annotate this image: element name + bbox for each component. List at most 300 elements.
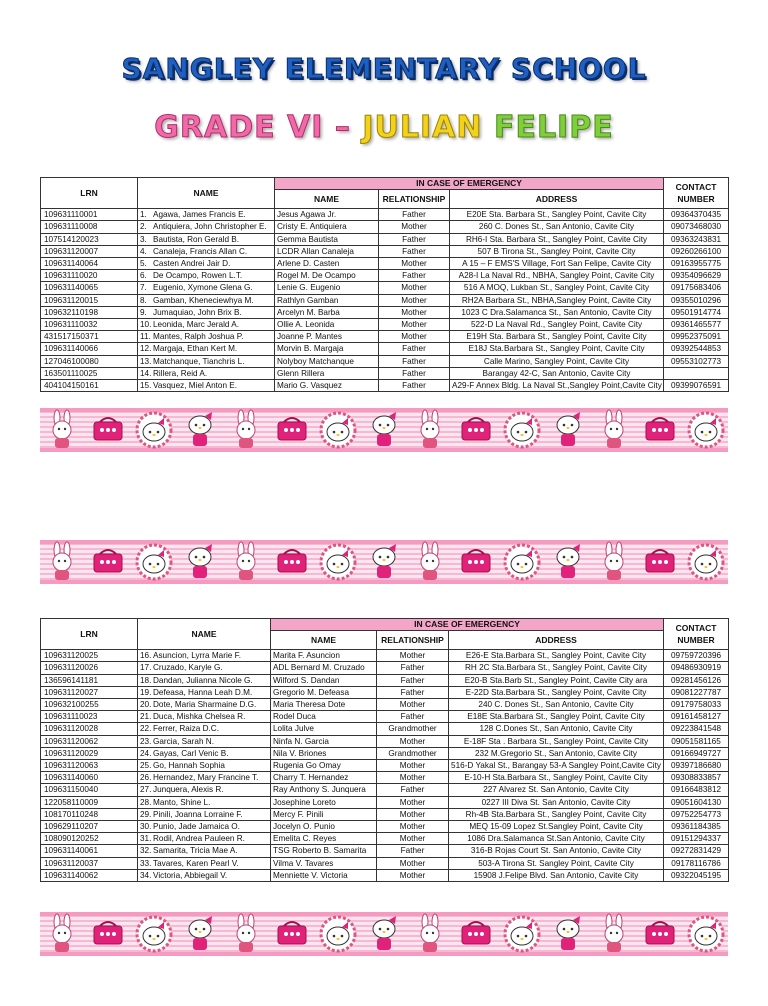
student-number: 16. <box>140 651 152 661</box>
lrn-cell: 404104150161 <box>41 380 138 392</box>
student-name-cell <box>138 784 271 796</box>
table-row <box>41 808 729 820</box>
contact-number-cell: 09759720396 <box>664 650 729 662</box>
address-cell: 516 A MOQ, Lukban St., Sangley Point, Cavite City <box>450 282 664 294</box>
contact-number-cell: 09364370435 <box>664 209 729 221</box>
student-name: Mantes, Ralph Joshua P. <box>153 332 244 342</box>
kitty-full-icon <box>373 544 396 578</box>
lrn-cell: 109629110207 <box>41 821 138 833</box>
lrn-cell: 109631110023 <box>41 711 138 723</box>
kitty-full-icon <box>189 544 212 578</box>
student-name-cell <box>138 796 271 808</box>
address-cell: A29-F Annex Bldg. La Naval St.,Sangley Point,Cavite City <box>450 380 664 392</box>
contact-number-cell: 09308833857 <box>664 772 729 784</box>
student-name-cell <box>138 343 275 355</box>
relationship-cell: Father <box>379 209 450 221</box>
purse-icon <box>462 922 490 944</box>
contact-name-header: NAME <box>271 631 377 650</box>
student-name: Rodil, Andrea Pauleen R. <box>153 834 245 844</box>
address-cell: Rh-4B Sta.Barbara St., Sangley Point, Cavite City <box>449 808 664 820</box>
address-cell: E-10-H Sta.Barbara St., Sangley Point, Cavite City <box>449 772 664 784</box>
contact-number-cell: 09272831429 <box>664 845 729 857</box>
relationship-cell: Father <box>377 711 449 723</box>
student-number: 22. <box>140 724 152 734</box>
relationship-cell: Mother <box>379 294 450 306</box>
contact-name-cell: Ray Anthony S. Junquera <box>271 784 377 796</box>
student-name-cell <box>138 209 275 221</box>
student-name: Garcia, Sarah N. <box>153 736 214 746</box>
address-cell: E-18F Sta . Barbara St., Sangley Point, Cavite City <box>449 735 664 747</box>
student-name-cell <box>138 869 271 881</box>
lrn-cell: 109631110020 <box>41 270 138 282</box>
student-name: Junquera, Alexis R. <box>153 785 224 795</box>
table-row <box>41 355 729 367</box>
student-name: Dandan, Julianna Nicole G. <box>153 675 253 685</box>
lrn-cell: 109631140062 <box>41 869 138 881</box>
table-row <box>41 380 729 392</box>
kitty-face-icon <box>689 413 723 447</box>
contact-number-cell: 09051604130 <box>664 796 729 808</box>
ribbon-motifs <box>40 912 728 956</box>
contact-name-cell: Menniette V. Victoria <box>271 869 377 881</box>
student-name: Canaleja, Francis Allan C. <box>153 246 248 256</box>
student-name: Pinili, Joanna Lorraine F. <box>153 809 243 819</box>
contact-number-cell <box>664 367 729 379</box>
contact-name-cell: Marita F. Asuncion <box>271 650 377 662</box>
student-name-cell <box>138 355 275 367</box>
contact-number-cell: 09178116786 <box>664 857 729 869</box>
student-number: 12. <box>140 344 152 354</box>
address-cell: A 15 – F EMS'S Village, Fort San Felipe, Cavite City <box>450 258 664 270</box>
relationship-cell: Mother <box>379 319 450 331</box>
student-name: Cruzado, Karyle G. <box>153 663 223 673</box>
table-row <box>41 674 729 686</box>
student-name-cell <box>138 258 275 270</box>
bunny-icon <box>237 914 255 952</box>
student-name-cell <box>138 747 271 759</box>
student-number: 5. <box>140 259 147 269</box>
lrn-cell: 109631140061 <box>41 845 138 857</box>
class-title <box>0 110 768 145</box>
relationship-cell: Father <box>379 343 450 355</box>
student-name: Vasquez, Miel Anton E. <box>153 381 238 391</box>
kitty-full-icon <box>373 916 396 950</box>
lrn-cell: 109631110001 <box>41 209 138 221</box>
table-row <box>41 270 729 282</box>
student-number: 6. <box>140 271 147 281</box>
lrn-cell: 109631120007 <box>41 245 138 257</box>
kitty-face-icon <box>137 917 171 951</box>
purse-icon <box>94 550 122 572</box>
kitty-face-icon <box>689 545 723 579</box>
contact-number-cell: 09361184385 <box>664 821 729 833</box>
lrn-cell: 109631140060 <box>41 772 138 784</box>
contact-name-cell: LCDR Allan Canaleja <box>275 245 379 257</box>
contact-number-cell: 09161458127 <box>664 711 729 723</box>
table-row <box>41 319 729 331</box>
student-name-cell <box>138 233 275 245</box>
contact-name-cell: Charry T. Hernandez <box>271 772 377 784</box>
student-name-cell <box>138 760 271 772</box>
student-name: Go, Hannah Sophia <box>153 761 225 771</box>
address-cell: 503-A Tirona St. Sangley Point, Cavite City <box>449 857 664 869</box>
contact-number-cell: 09952375091 <box>664 331 729 343</box>
contact-name-cell: TSG Roberto B. Samarita <box>271 845 377 857</box>
address-header: ADDRESS <box>450 190 664 209</box>
hello-kitty-ribbon-3 <box>40 912 728 956</box>
contact-number-cell: 09354096629 <box>664 270 729 282</box>
contact-name-cell: Rogel M. De Ocampo <box>275 270 379 282</box>
address-cell: 516-D Yakal St., Barangay 53-A Sangley Point,Cavite City <box>449 760 664 772</box>
address-cell: 260 C. Dones St., San Antonio, Cavite City <box>450 221 664 233</box>
ribbon-motifs <box>40 540 728 584</box>
contact-number-header: CONTACT NUMBER <box>664 619 729 650</box>
kitty-face-icon <box>137 545 171 579</box>
purse-icon <box>462 550 490 572</box>
purse-icon <box>646 922 674 944</box>
relationship-cell: Father <box>379 380 450 392</box>
relationship-cell: Mother <box>379 282 450 294</box>
address-cell: 15908 J.Felipe Blvd. San Antonio, Cavite City <box>449 869 664 881</box>
contact-number-header: CONTACT NUMBER <box>664 178 729 209</box>
purse-icon <box>278 418 306 440</box>
address-cell: 128 C.Dones St., San Antonio, Cavite City <box>449 723 664 735</box>
lrn-cell: 109631140065 <box>41 282 138 294</box>
contact-name-cell: Wilford S. Dandan <box>271 674 377 686</box>
student-name: Agawa, James Francis E. <box>153 210 246 220</box>
student-name: Casten Andrei Jair D. <box>153 259 231 269</box>
contact-number-cell: 09397186680 <box>664 760 729 772</box>
relationship-cell: Father <box>377 845 449 857</box>
student-number: 7. <box>140 283 147 293</box>
student-name-cell <box>138 808 271 820</box>
relationship-cell: Mother <box>377 808 449 820</box>
purse-icon <box>646 550 674 572</box>
table-row <box>41 747 729 759</box>
student-number: 11. <box>140 332 151 342</box>
relationship-cell: Mother <box>377 650 449 662</box>
student-name-cell <box>138 650 271 662</box>
contact-number-cell: 09501914774 <box>664 306 729 318</box>
student-name-cell <box>138 270 275 282</box>
contact-name-cell: Ninfa N. Garcia <box>271 735 377 747</box>
emergency-contacts-table-1 <box>40 177 729 392</box>
bunny-icon <box>237 542 255 580</box>
lrn-cell: 109631140066 <box>41 343 138 355</box>
student-name: Eugenio, Xymone Glena G. <box>153 283 253 293</box>
table-row <box>41 699 729 711</box>
kitty-face-icon <box>321 413 355 447</box>
student-name-cell <box>138 282 275 294</box>
bunny-icon <box>53 914 71 952</box>
bunny-icon <box>421 542 439 580</box>
student-name-cell <box>138 833 271 845</box>
student-name-cell <box>138 319 275 331</box>
purse-icon <box>94 922 122 944</box>
contact-name-cell: Nila V. Briones <box>271 747 377 759</box>
relationship-cell: Father <box>377 662 449 674</box>
contact-name-cell: Gemma Bautista <box>275 233 379 245</box>
student-name: Margaja, Ethan Kert M. <box>153 344 238 354</box>
address-cell: E20E Sta. Barbara St., Sangley Point, Cavite City <box>450 209 664 221</box>
address-cell: Calle Marino, Sangley Point, Cavite City <box>450 355 664 367</box>
bunny-icon <box>421 914 439 952</box>
student-number: 26. <box>140 773 152 783</box>
school-title: SANGLEY ELEMENTARY SCHOOL <box>121 52 647 85</box>
lrn-header: LRN <box>41 178 138 209</box>
relationship-cell: Mother <box>377 869 449 881</box>
relationship-cell: Mother <box>377 760 449 772</box>
student-number: 28. <box>140 797 152 807</box>
relationship-cell: Mother <box>377 857 449 869</box>
contact-number-cell: 09151294337 <box>664 833 729 845</box>
contact-number-cell: 09322045195 <box>664 869 729 881</box>
table-row <box>41 857 729 869</box>
purse-icon <box>278 550 306 572</box>
address-header: ADDRESS <box>449 631 664 650</box>
relationship-cell: Father <box>377 784 449 796</box>
student-number: 33. <box>140 858 152 868</box>
table-row <box>41 772 729 784</box>
contact-number-cell: 09223841548 <box>664 723 729 735</box>
student-number: 27. <box>140 785 152 795</box>
student-number: 13. <box>140 356 152 366</box>
lrn-cell: 122058110009 <box>41 796 138 808</box>
bunny-icon <box>605 914 623 952</box>
lrn-cell: 109631120029 <box>41 747 138 759</box>
student-name-cell <box>138 857 271 869</box>
contact-name-cell: Morvin B. Margaja <box>275 343 379 355</box>
student-name: Gamban, Kheneciewhya M. <box>153 295 254 305</box>
student-name-cell <box>138 380 275 392</box>
contact-name-cell: Gregorio M. Defeasa <box>271 686 377 698</box>
section-last-name: FELIPE <box>493 110 614 145</box>
lrn-cell: 136596141181 <box>41 674 138 686</box>
address-cell: E-22D Sta.Barbara St., Sangley Point, Cavite City <box>449 686 664 698</box>
contact-number-cell: 09175683406 <box>664 282 729 294</box>
student-name-cell <box>138 772 271 784</box>
student-number: 19. <box>140 687 152 697</box>
purse-icon <box>646 418 674 440</box>
lrn-cell: 109631140064 <box>41 258 138 270</box>
relationship-cell: Father <box>379 270 450 282</box>
kitty-face-icon <box>137 413 171 447</box>
contact-name-cell: Jocelyn O. Punio <box>271 821 377 833</box>
student-number: 15. <box>140 381 152 391</box>
kitty-full-icon <box>373 412 396 446</box>
table-row <box>41 306 729 318</box>
contact-number-cell: 09166483812 <box>664 784 729 796</box>
address-cell: E18E Sta.Barbara St., Sangley Point, Cavite City <box>449 711 664 723</box>
table-row <box>41 711 729 723</box>
student-name: Tavares, Karen Pearl V. <box>153 858 239 868</box>
contact-name-cell: Cristy E. Antiquiera <box>275 221 379 233</box>
student-number: 9. <box>140 307 147 317</box>
student-number: 1. <box>140 210 147 220</box>
contact-number-cell: 09179758033 <box>664 699 729 711</box>
student-number: 8. <box>140 295 147 305</box>
contact-name-cell: Lolita Julve <box>271 723 377 735</box>
lrn-cell: 109631120027 <box>41 686 138 698</box>
grade-label: GRADE VI <box>154 110 324 145</box>
relationship-cell: Grandmother <box>377 723 449 735</box>
address-cell: 240 C. Dones St., San Antonio, Cavite City <box>449 699 664 711</box>
contact-number-cell: 09361465577 <box>664 319 729 331</box>
student-name: Dote, Maria Sharmaine D.G. <box>153 700 257 710</box>
contact-number-cell: 09392544853 <box>664 343 729 355</box>
kitty-face-icon <box>321 917 355 951</box>
address-cell: A28-I La Naval Rd., NBHA, Sangley Point, Cavite City <box>450 270 664 282</box>
table-row <box>41 821 729 833</box>
relationship-cell: Mother <box>379 331 450 343</box>
lrn-cell: 431517150371 <box>41 331 138 343</box>
student-number: 18. <box>140 675 152 685</box>
table-row <box>41 294 729 306</box>
lrn-cell: 127046100080 <box>41 355 138 367</box>
relationship-cell: Father <box>379 367 450 379</box>
lrn-cell: 109631120037 <box>41 857 138 869</box>
contact-number-cell: 09363243831 <box>664 233 729 245</box>
lrn-cell: 109631120063 <box>41 760 138 772</box>
hello-kitty-ribbon-2 <box>40 540 728 584</box>
relationship-header: RELATIONSHIP <box>379 190 450 209</box>
student-name-cell <box>138 699 271 711</box>
lrn-cell: 109631120025 <box>41 650 138 662</box>
contact-number-cell: 09163955775 <box>664 258 729 270</box>
student-number: 20. <box>140 700 152 710</box>
lrn-cell: 109631110032 <box>41 319 138 331</box>
student-name-cell <box>138 331 275 343</box>
kitty-full-icon <box>189 916 212 950</box>
section-first-name: JULIAN <box>362 110 483 145</box>
student-name: Rillera, Reid A. <box>153 368 208 378</box>
table-row <box>41 282 729 294</box>
kitty-face-icon <box>689 917 723 951</box>
contact-name-cell: Rodel Duca <box>271 711 377 723</box>
bunny-icon <box>53 410 71 448</box>
contact-name-cell: Nolyboy Matchanque <box>275 355 379 367</box>
contact-number-cell: 09553102773 <box>664 355 729 367</box>
table-row <box>41 845 729 857</box>
student-name: Hernandez, Mary Francine T. <box>153 773 259 783</box>
contact-name-cell: Joanne P. Mantes <box>275 331 379 343</box>
relationship-cell: Mother <box>377 833 449 845</box>
student-name-cell <box>138 845 271 857</box>
student-name-cell <box>138 674 271 686</box>
contact-number-cell: 09081227787 <box>664 686 729 698</box>
lrn-header: LRN <box>41 619 138 650</box>
relationship-cell: Father <box>379 355 450 367</box>
relationship-cell: Mother <box>379 306 450 318</box>
table-2-body <box>41 650 729 882</box>
contact-name-cell: Vilma V. Tavares <box>271 857 377 869</box>
address-cell: E19H Sta. Barbara St., Sangley Point, Cavite City <box>450 331 664 343</box>
contact-number-cell: 09355010296 <box>664 294 729 306</box>
contact-number-cell: 09166949727 <box>664 747 729 759</box>
lrn-cell: 109631110008 <box>41 221 138 233</box>
student-name-cell <box>138 735 271 747</box>
relationship-cell: Grandmother <box>377 747 449 759</box>
table-row <box>41 343 729 355</box>
kitty-face-icon <box>505 413 539 447</box>
student-name-cell <box>138 662 271 674</box>
lrn-cell: 108090120252 <box>41 833 138 845</box>
relationship-cell: Mother <box>377 735 449 747</box>
kitty-full-icon <box>189 412 212 446</box>
contact-name-cell: ADL Bernard M. Cruzado <box>271 662 377 674</box>
table-row <box>41 233 729 245</box>
contact-name-cell: Josephine Loreto <box>271 796 377 808</box>
table-row <box>41 221 729 233</box>
contact-number-cell: 09752254773 <box>664 808 729 820</box>
purse-icon <box>94 418 122 440</box>
relationship-cell: Mother <box>379 258 450 270</box>
table-row <box>41 258 729 270</box>
address-cell: 1023 C Dra.Salamanca St., San Antonio, Cavite City <box>450 306 664 318</box>
student-name: Matchanque, Tianchris L. <box>153 356 245 366</box>
relationship-cell: Mother <box>377 796 449 808</box>
contact-name-cell: Arlene D. Casten <box>275 258 379 270</box>
address-cell: 1086 Dra.Salamanca St.San Antonio, Cavite City <box>449 833 664 845</box>
address-cell: E20-B Sta.Barb St., Sangley Point, Cavite City ara <box>449 674 664 686</box>
table-row <box>41 331 729 343</box>
contact-name-cell: Ollie A. Leonida <box>275 319 379 331</box>
lrn-cell: 109631120026 <box>41 662 138 674</box>
contact-name-header: NAME <box>275 190 379 209</box>
student-number: 24. <box>140 748 152 758</box>
table-row <box>41 723 729 735</box>
student-number: 14. <box>140 368 152 378</box>
bunny-icon <box>605 542 623 580</box>
contact-name-cell: Rugenia Go Omay <box>271 760 377 772</box>
lrn-cell: 109631120062 <box>41 735 138 747</box>
student-name: Bautista, Ron Gerald B. <box>153 234 240 244</box>
purse-icon <box>278 922 306 944</box>
student-name-cell <box>138 245 275 257</box>
address-cell: RH 2C Sta.Barbara St., Sangley Point, Cavite City <box>449 662 664 674</box>
contact-name-cell: Arcelyn M. Barba <box>275 306 379 318</box>
relationship-cell: Father <box>377 686 449 698</box>
lrn-cell: 109631150040 <box>41 784 138 796</box>
relationship-cell: Mother <box>379 221 450 233</box>
title-dash: – <box>334 110 351 145</box>
lrn-cell: 109632100255 <box>41 699 138 711</box>
lrn-cell: 109631120028 <box>41 723 138 735</box>
student-number: 34. <box>140 870 152 880</box>
student-name-cell <box>138 221 275 233</box>
student-number: 10. <box>140 320 152 330</box>
kitty-full-icon <box>557 412 580 446</box>
address-cell: 507 B Tirona St., Sangley Point, Cavite City <box>450 245 664 257</box>
table-row <box>41 784 729 796</box>
student-number: 32. <box>140 846 152 856</box>
contact-name-cell: Lenie G. Eugenio <box>275 282 379 294</box>
student-number: 3. <box>140 234 147 244</box>
contact-name-cell: Mario G. Vasquez <box>275 380 379 392</box>
contact-name-cell: Rathlyn Gamban <box>275 294 379 306</box>
emergency-header: IN CASE OF EMERGENCY <box>275 178 664 190</box>
student-name-cell <box>138 686 271 698</box>
student-name: Ferrer, Raiza D.C. <box>153 724 219 734</box>
address-cell: E26-E Sta.Barbara St., Sangley Point, Cavite City <box>449 650 664 662</box>
table-row <box>41 686 729 698</box>
student-name-cell <box>138 367 275 379</box>
name-header: NAME <box>138 619 271 650</box>
student-number: 30. <box>140 822 152 832</box>
lrn-cell: 109632110198 <box>41 306 138 318</box>
lrn-cell: 107514120023 <box>41 233 138 245</box>
contact-number-cell: 09260266100 <box>664 245 729 257</box>
